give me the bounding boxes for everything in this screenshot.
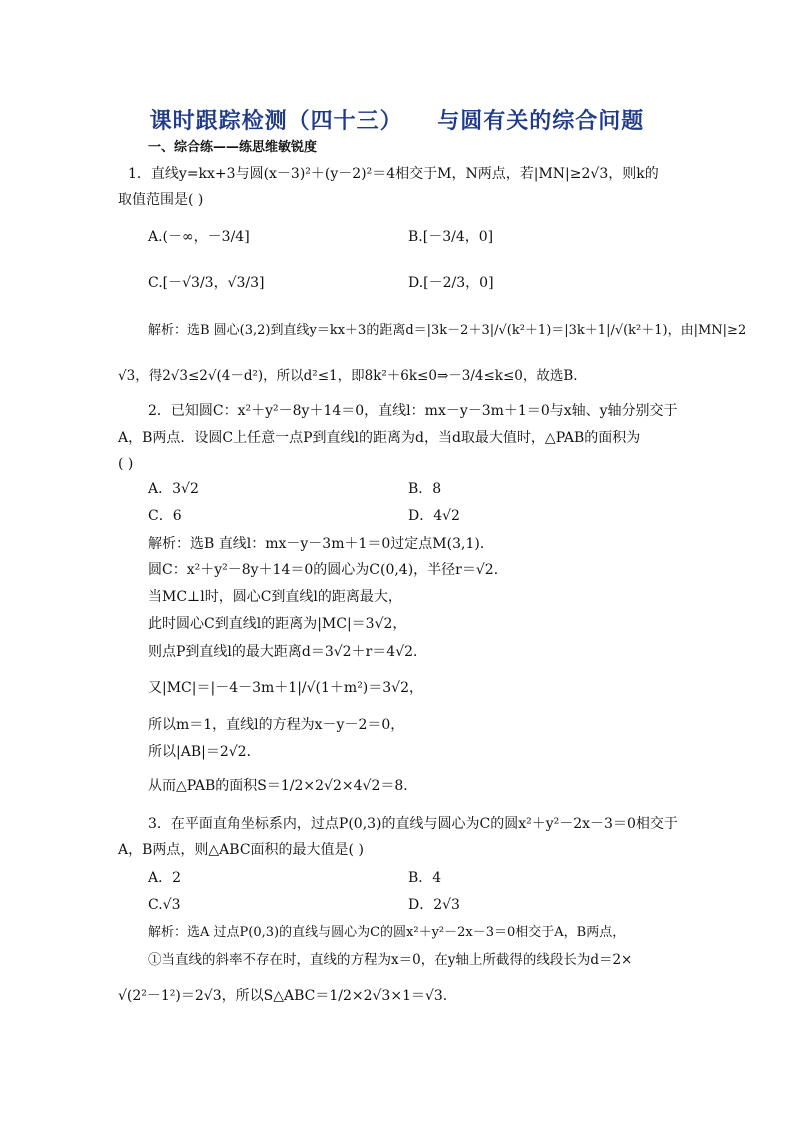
q1-stem-line-1: 1．直线y=kx+3与圆(x－3)²＋(y－2)²＝4相交于M，N两点，若|MN|≥2√3，则k的 <box>128 166 659 182</box>
q1-stem-line-2: 取值范围是( ) <box>118 192 204 208</box>
q2-solution-line: 从而△PAB的面积S＝1/2×2√2×4√2＝8． <box>148 778 418 794</box>
q3-option-d: D．2√3 <box>408 897 460 913</box>
q2-option-d: D．4√2 <box>408 508 460 524</box>
q2-stem-line-1: 2．已知圆C：x²＋y²－8y＋14＝0，直线l：mx－y－3m＋1＝0与x轴、y轴分别交于 <box>148 403 678 419</box>
q2-option-a: A．3√2 <box>148 481 199 497</box>
q2-solution-line: 则点P到直线l的最大距离d＝3√2＋r＝4√2． <box>148 644 428 660</box>
q2-option-c: C．6 <box>148 508 182 524</box>
q1-option-c: C.[－√3/3，√3/3] <box>148 275 265 291</box>
q2-solution-line: 当MC⊥l时，圆心C到直线l的距离最大， <box>148 589 402 605</box>
q3-option-c: C.√3 <box>148 897 181 913</box>
q3-solution-line-3: √(2²－1²)＝2√3，所以S△ABC＝1/2×2√3×1＝√3. <box>118 988 448 1004</box>
q3-solution-line-2: ①当直线的斜率不存在时，直线的方程为x＝0，在y轴上所截得的线段长为d＝2× <box>148 952 633 968</box>
q3-stem-line-1: 3．在平面直角坐标系内，过点P(0,3)的直线与圆心为C的圆x²＋y²－2x－3＝0相交于 <box>148 816 678 832</box>
q2-option-b: B．8 <box>408 481 442 497</box>
q1-option-b: B.[－3/4，0] <box>408 229 494 245</box>
q2-stem-line-2: A，B两点．设圆C上任意一点P到直线l的距离为d，当d取最大值时，△PAB的面积为 <box>118 430 641 446</box>
q2-solution-line: 所以|AB|＝2√2． <box>148 744 261 760</box>
q1-solution-line-1: 解析：选B 圆心(3,2)到直线y＝kx＋3的距离d＝|3k－2＋3|/√(k²＋1)＝|3k＋1|/√(k²＋1)，由|MN|≥2 <box>148 323 747 338</box>
q3-stem-line-2: A，B两点，则△ABC面积的最大值是( ) <box>118 842 364 858</box>
q2-solution-line: 圆C：x²＋y²－8y＋14＝0的圆心为C(0,4)，半径r＝√2． <box>148 562 508 578</box>
section-heading: 一、综合练——练思维敏锐度 <box>148 140 318 155</box>
q3-solution-line-1: 解析：选A 过点P(0,3)的直线与圆心为C的圆x²＋y²－2x－3＝0相交于A，B两点， <box>148 925 626 940</box>
q1-option-a: A.(－∞，－3/4] <box>148 229 250 245</box>
q2-solution-line: 所以m＝1，直线l的方程为x－y－2＝0， <box>148 717 405 733</box>
q2-solution-line: 此时圆心C到直线l的距离为|MC|＝3√2， <box>148 616 407 632</box>
q2-stem-line-3: ( ) <box>118 456 134 472</box>
q3-option-b: B．4 <box>408 870 442 886</box>
q2-solution-line: 解析：选B 直线l：mx－y－3m＋1＝0过定点M(3,1)． <box>148 536 494 552</box>
q1-option-d: D.[－2/3，0] <box>408 275 494 291</box>
q3-option-a: A．2 <box>148 870 182 886</box>
q1-solution-line-2: √3，得2√3≤2√(4－d²)，所以d²≤1，即8k²＋6k≤0⇒－3/4≤k≤0，故选B. <box>118 368 578 384</box>
q2-solution-line: 又|MC|＝|－4－3m＋1|/√(1＋m²)＝3√2， <box>148 680 424 696</box>
page-title: 课时跟踪检测（四十三） 与圆有关的综合问题 <box>149 109 645 134</box>
